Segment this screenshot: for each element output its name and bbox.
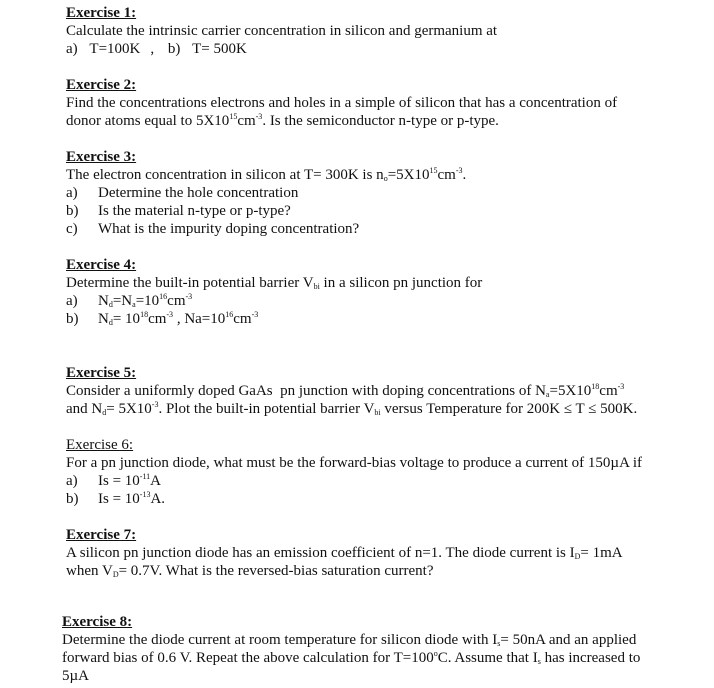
exercise-options — [66, 40, 706, 58]
text-run: when V — [66, 563, 113, 579]
text-run: N — [98, 311, 109, 327]
text-run: , Na=10 — [173, 311, 226, 327]
exercise-5 — [66, 364, 706, 418]
item-text: Determine the hole concentration — [98, 185, 299, 201]
exercise-title: Exercise 3: — [66, 149, 137, 165]
exercise-6 — [66, 436, 706, 508]
option-text: T=100K — [89, 41, 141, 57]
exercise-title: Exercise 4: — [66, 257, 137, 273]
text-run: cm — [237, 113, 256, 129]
list-item — [66, 184, 706, 202]
text-run: has increased to — [540, 650, 641, 666]
superscript: -3 — [455, 166, 463, 175]
item-text: Is the material n-type or p-type? — [98, 203, 291, 219]
exercise-text — [66, 274, 706, 292]
exercise-text — [66, 562, 706, 580]
text-run: C. Assume that I — [437, 650, 538, 666]
exercise-3 — [66, 148, 706, 238]
subscript: D — [112, 570, 119, 579]
superscript: -3 — [185, 292, 193, 301]
exercise-text — [66, 166, 706, 184]
subscript: d — [108, 318, 113, 327]
text-run: . — [462, 167, 467, 183]
text-run: cm — [167, 293, 186, 309]
text-run: = 1mA — [580, 545, 623, 561]
superscript: 16 — [159, 292, 168, 301]
superscript: -11 — [139, 472, 151, 481]
subscript: bi — [313, 282, 320, 291]
superscript: 18 — [591, 382, 600, 391]
separator: , — [150, 41, 155, 57]
text-run: cm — [599, 383, 618, 399]
text-run: in a silicon pn junction for — [319, 275, 483, 291]
text-run: Determine the diode current at room temperature for silicon diode with I — [62, 632, 498, 648]
superscript: 18 — [140, 310, 149, 319]
item-label: a) — [66, 293, 78, 309]
text-run: Is = 10 — [98, 473, 140, 489]
text-run: cm — [437, 167, 456, 183]
text-run: = 0.7V. What is the reversed-bias saturation current? — [118, 563, 434, 579]
option-label: b) — [167, 41, 181, 57]
text-run: Consider a uniformly doped GaAs pn junction with doping concentrations of N — [66, 383, 546, 399]
text-run: =5X10 — [549, 383, 592, 399]
subscript: s — [497, 639, 501, 648]
subscript: a — [132, 300, 136, 309]
superscript: -3 — [166, 310, 174, 319]
text-run: cm — [148, 311, 167, 327]
exercise-text — [66, 112, 706, 130]
superscript: -3 — [255, 112, 263, 121]
text-run: A silicon pn junction diode has an emission coefficient of n=1. The diode current is I — [66, 545, 575, 561]
text-run: =10 — [135, 293, 160, 309]
superscript: 15 — [229, 112, 238, 121]
text-run: versus Temperature for 200K ≤ T ≤ 500K. — [380, 401, 638, 417]
exercise-title: Exercise 5: — [66, 365, 137, 381]
exercise-text: For a pn junction diode, what must be the forward-bias voltage to produce a current of 150µA if — [66, 455, 642, 471]
superscript: 15 — [429, 166, 438, 175]
item-label: a) — [66, 473, 78, 489]
exercise-text — [66, 400, 706, 418]
text-run: Is = 10 — [98, 491, 140, 507]
superscript: -3 — [151, 400, 159, 409]
item-label: b) — [66, 491, 79, 507]
text-run: donor atoms equal to 5X10 — [66, 113, 230, 129]
exercise-title: Exercise 6: — [66, 437, 134, 453]
exercise-text: 5µA — [62, 668, 89, 684]
exercise-8 — [62, 613, 702, 685]
exercise-4 — [66, 256, 706, 328]
text-run: . Plot the built-in potential barrier V — [158, 401, 375, 417]
option-label: a) — [66, 41, 78, 57]
exercise-title: Exercise 2: — [66, 77, 137, 93]
list-item — [66, 202, 706, 220]
option-text: T= 500K — [192, 41, 247, 57]
exercise-text — [66, 544, 706, 562]
exercise-7 — [66, 526, 706, 580]
subscript: D — [574, 552, 581, 561]
text-run: =N — [112, 293, 133, 309]
exercise-title: Exercise 7: — [66, 527, 137, 543]
exercise-title: Exercise 1: — [66, 5, 137, 21]
list-item — [66, 220, 706, 238]
text-run: A. — [150, 491, 166, 507]
text-run: N — [98, 293, 109, 309]
superscript: -13 — [139, 490, 151, 499]
item-label: b) — [66, 311, 79, 327]
exercise-text: Find the concentrations electrons and holes in a simple of silicon that has a concentration of — [66, 95, 618, 111]
text-run: cm — [233, 311, 252, 327]
exercise-text — [62, 631, 702, 649]
exercise-text: Calculate the intrinsic carrier concentration in silicon and germanium at — [66, 23, 498, 39]
exercise-text — [66, 382, 706, 400]
text-run: = 5X10 — [106, 401, 152, 417]
text-run: forward bias of 0.6 V. Repeat the above calculation for T=100 — [62, 650, 434, 666]
superscript: -3 — [617, 382, 625, 391]
text-run: and N — [66, 401, 103, 417]
exercise-text — [62, 649, 702, 667]
text-run: The electron concentration in silicon at T= 300K is n — [66, 167, 384, 183]
list-item — [66, 490, 706, 508]
superscript: 16 — [225, 310, 234, 319]
subscript: d — [102, 408, 107, 417]
exercise-2 — [66, 76, 706, 130]
item-label: b) — [66, 203, 79, 219]
superscript: o — [433, 649, 438, 658]
text-run: = 10 — [112, 311, 141, 327]
text-run: . Is the semiconductor n-type or p-type. — [262, 113, 499, 129]
item-label: a) — [66, 185, 78, 201]
text-run: A — [150, 473, 162, 489]
subscript: d — [108, 300, 113, 309]
list-item — [66, 292, 706, 310]
list-item — [66, 472, 706, 490]
item-text: What is the impurity doping concentration? — [98, 221, 360, 237]
subscript: a — [545, 390, 550, 399]
text-run: = 50nA and an applied — [500, 632, 637, 648]
list-item — [66, 310, 706, 328]
item-label: c) — [66, 221, 78, 237]
exercise-1 — [66, 4, 706, 58]
text-run: Determine the built-in potential barrier V — [66, 275, 314, 291]
subscript: s — [537, 657, 541, 666]
exercise-title: Exercise 8: — [62, 614, 133, 630]
subscript: o — [383, 174, 388, 183]
superscript: -3 — [251, 310, 259, 319]
text-run: =5X10 — [387, 167, 430, 183]
subscript: bi — [374, 408, 381, 417]
